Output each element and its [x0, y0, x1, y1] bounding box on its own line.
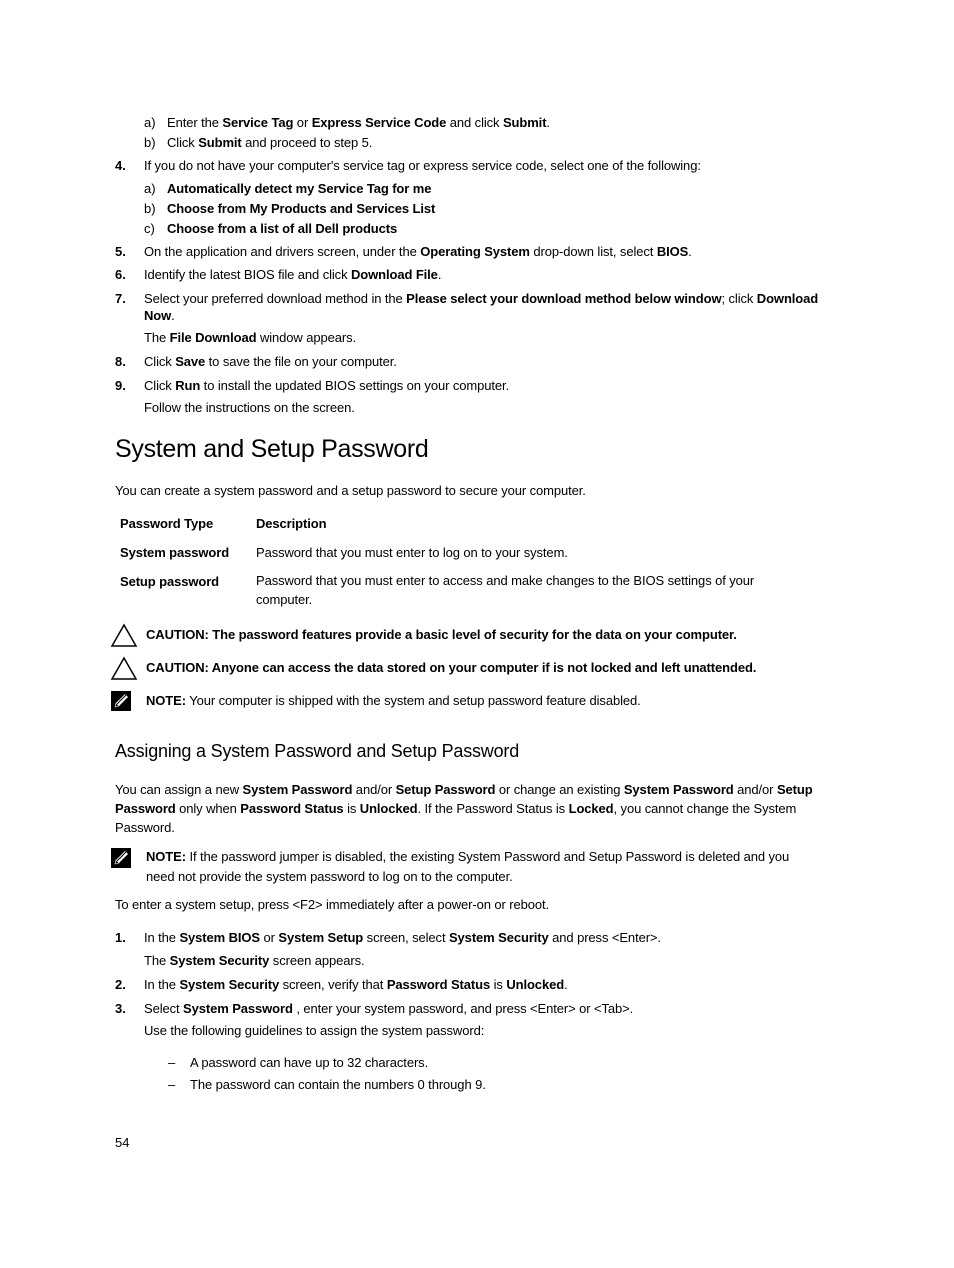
note-pencil-icon	[110, 847, 132, 869]
substep-marker-b: b)	[144, 135, 156, 150]
bullet-dash: –	[168, 1055, 176, 1070]
step-number: 2.	[115, 977, 126, 992]
caution-text: CAUTION: Anyone can access the data stored on your computer if is not locked and left unattended.	[146, 660, 757, 675]
caution-icon	[110, 656, 138, 682]
step-9-text: Click Run to install the updated BIOS settings on your computer.	[144, 378, 510, 393]
subsection-title: Assigning a System Password and Setup Password	[115, 741, 520, 761]
page-number: 54	[115, 1135, 130, 1150]
table-cell-type: Setup password	[120, 574, 220, 589]
bullet-dash: –	[168, 1077, 176, 1092]
note-text: NOTE: If the password jumper is disabled, the existing System Password and Setup Password is deleted and you	[146, 849, 790, 864]
step-7-text-cont: Now.	[144, 308, 175, 323]
table-cell-desc: Password that you must enter to log on to your system.	[256, 545, 568, 560]
option-label: Choose from My Products and Services List	[167, 201, 436, 216]
table-header: Description	[256, 516, 327, 531]
step-number: 7.	[115, 291, 126, 306]
option-marker: b)	[144, 201, 156, 216]
step-3-guide: Use the following guidelines to assign the system password:	[144, 1023, 485, 1038]
step-9-result: Follow the instructions on the screen.	[144, 400, 355, 415]
step-7-result: The File Download window appears.	[144, 330, 357, 345]
substep-a-text: Enter the Service Tag or Express Service Code and click Submit.	[167, 115, 550, 130]
substep-b-text: Click Submit and proceed to step 5.	[167, 135, 373, 150]
section-intro: You can create a system password and a setup password to secure your computer.	[115, 483, 586, 498]
step-number: 9.	[115, 378, 126, 393]
enter-setup-text: To enter a system setup, press <F2> immediately after a power-on or reboot.	[115, 897, 549, 912]
paragraph-line: You can assign a new System Password and/or Setup Password or change an existing System Password and/or Setup	[115, 782, 813, 797]
option-label: Automatically detect my Service Tag for me	[167, 181, 432, 196]
step-6-text: Identify the latest BIOS file and click Download File.	[144, 267, 442, 282]
step-number: 8.	[115, 354, 126, 369]
step-3-text: Select System Password , enter your system password, and press <Enter> or <Tab>.	[144, 1001, 634, 1016]
step-5-text: On the application and drivers screen, under the Operating System drop-down list, select BIOS.	[144, 244, 692, 259]
step-2-text: In the System Security screen, verify that Password Status is Unlocked.	[144, 977, 568, 992]
step-number: 4.	[115, 158, 126, 173]
paragraph-line: Password.	[115, 820, 175, 835]
step-1-text: In the System BIOS or System Setup screen, select System Security and press <Enter>.	[144, 930, 661, 945]
list-item: The password can contain the numbers 0 through 9.	[190, 1077, 486, 1092]
paragraph-line: Password only when Password Status is Unlocked. If the Password Status is Locked, you cannot change the System	[115, 801, 797, 816]
table-cell-desc: computer.	[256, 592, 313, 607]
table-header: Password Type	[120, 516, 214, 531]
step-4-text: If you do not have your computer's service tag or express service code, select one of the following:	[144, 158, 701, 173]
caution-icon	[110, 623, 138, 649]
step-number: 5.	[115, 244, 126, 259]
step-number: 6.	[115, 267, 126, 282]
note-text-cont: need not provide the system password to log on to the computer.	[146, 869, 513, 884]
step-number: 1.	[115, 930, 126, 945]
note-text: NOTE: Your computer is shipped with the system and setup password feature disabled.	[146, 693, 641, 708]
table-cell-desc: Password that you must enter to access and make changes to the BIOS settings of your	[256, 573, 755, 588]
option-label: Choose from a list of all Dell products	[167, 221, 398, 236]
caution-text: CAUTION: The password features provide a basic level of security for the data on your computer.	[146, 627, 737, 642]
section-title: System and Setup Password	[115, 435, 429, 463]
step-7-text: Select your preferred download method in the Please select your download method below window; click Download	[144, 291, 819, 306]
note-pencil-icon	[110, 690, 132, 712]
substep-marker-a: a)	[144, 115, 156, 130]
table-cell-type: System password	[120, 545, 230, 560]
list-item: A password can have up to 32 characters.	[190, 1055, 429, 1070]
step-number: 3.	[115, 1001, 126, 1016]
option-marker: c)	[144, 221, 155, 236]
option-marker: a)	[144, 181, 156, 196]
step-1-result: The System Security screen appears.	[144, 953, 365, 968]
step-8-text: Click Save to save the file on your computer.	[144, 354, 397, 369]
